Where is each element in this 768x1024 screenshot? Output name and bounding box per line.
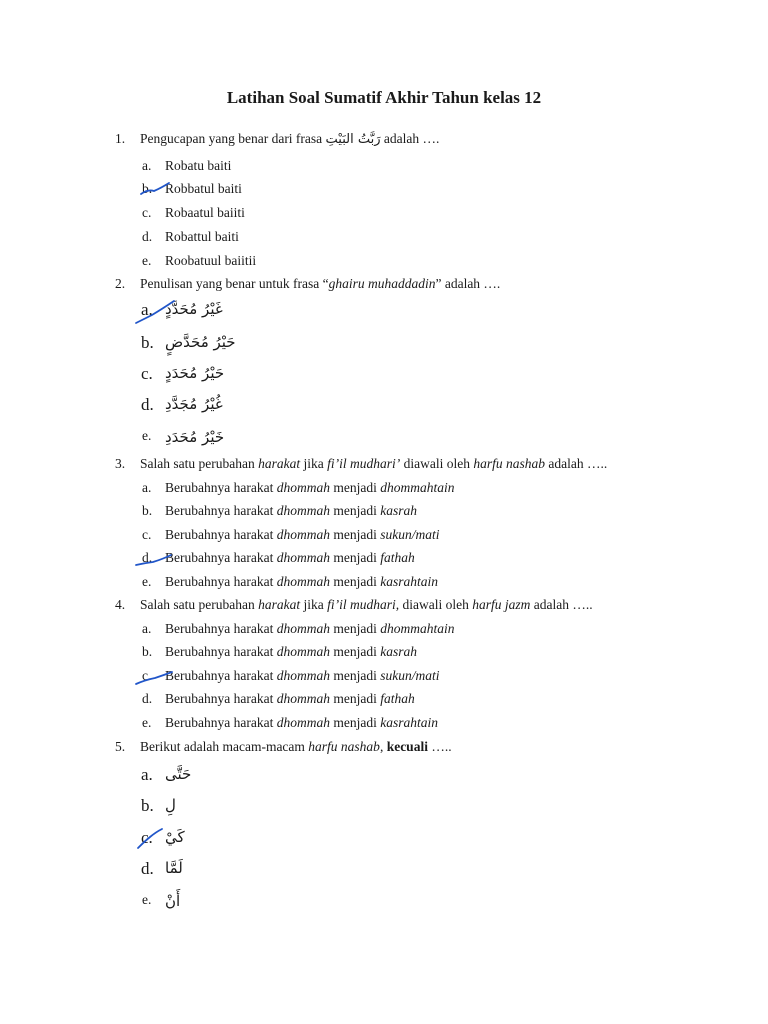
answer-mark-4c <box>133 669 175 689</box>
question-number: 2. <box>115 276 126 291</box>
question-text: Berikut adalah macam-macam harfu nashab, kecuali ….. <box>140 739 452 754</box>
question-number: 1. <box>115 131 126 146</box>
question-text: Pengucapan yang benar dari frasa رَبَّتُ البَيْتِ adalah …. <box>140 131 440 147</box>
answer-mark-5c <box>135 826 165 852</box>
answer-mark-3d <box>133 552 175 570</box>
question-number: 5. <box>115 739 126 754</box>
question-text: Salah satu perubahan harakat jika fi’il mudhari, diawali oleh harfu jazm adalah ….. <box>140 597 593 612</box>
question-text: Penulisan yang benar untuk frasa “ghairu muhaddadin” adalah …. <box>140 276 501 291</box>
page-title: Latihan Soal Sumatif Akhir Tahun kelas 12 <box>226 88 542 107</box>
arabic-phrase: رَبَّتُ البَيْتِ <box>325 132 381 147</box>
answer-mark-1b <box>138 180 172 200</box>
question-number: 4. <box>115 597 126 612</box>
answer-mark-2a <box>132 298 178 328</box>
question-number: 3. <box>115 456 126 471</box>
question-text: Salah satu perubahan harakat jika fi’il mudhari’ diawali oleh harfu nashab adalah ….. <box>140 456 608 471</box>
